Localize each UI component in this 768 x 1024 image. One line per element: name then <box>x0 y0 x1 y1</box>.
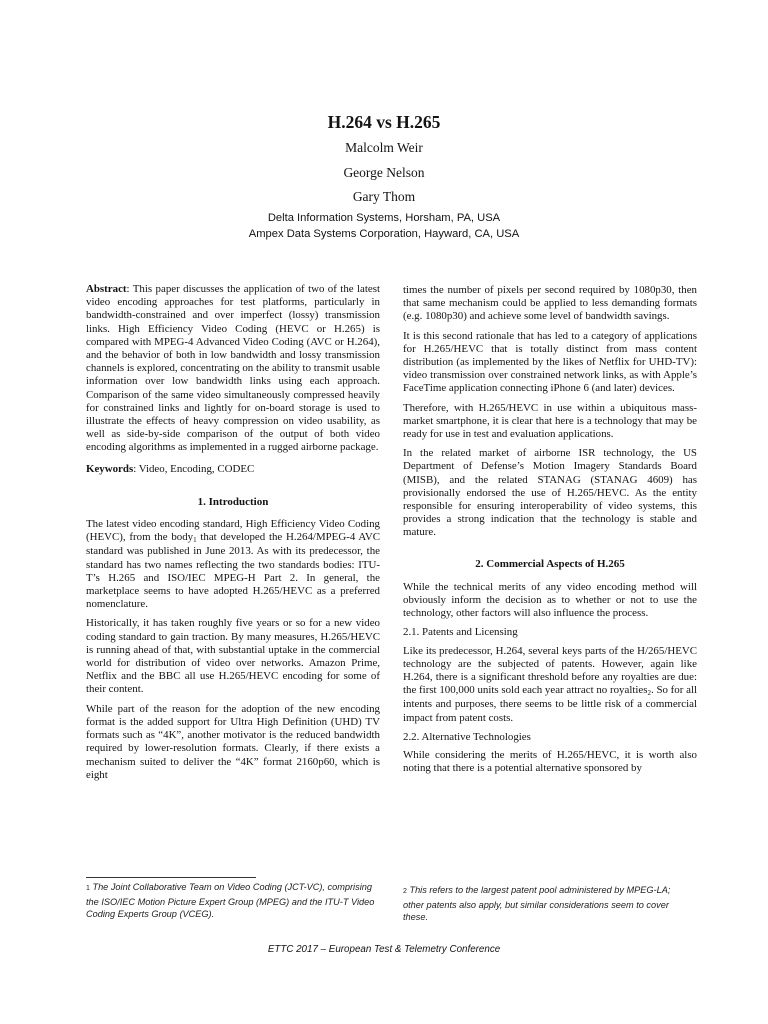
paragraph: It is this second rationale that has led to a category of applications for H.265/HEVC that is totally distinct from mass content distribution (as implemented by the likes of Netflix for UHD-TV): video transmission over constrained network links, as with Apple’s FaceTime application connecting iPhone 6 (and later) devices. <box>403 329 697 395</box>
paragraph: While part of the reason for the adoption of the new encoding format is the added support for Ultra High Definition (UHD) TV formats such as “4K”, another motivator is the reduced bandwidth required by lower-resolution formats. Clearly, if there exists a mechanism suited to deliver the “4K” format 2160p60, which is eight <box>86 702 380 781</box>
paragraph-text: The latest video encoding standard, High Efficiency Video Coding (HEVC), from the body <box>86 518 380 544</box>
footnote-text: The Joint Collaborative Team on Video Coding (JCT-VC), comprising the ISO/IEC Motion Picture Expert Group (MPEG) and the ITU-T Video Coding Experts Group (VCEG). <box>86 882 375 919</box>
paragraph: Historically, it has taken roughly five years or so for a new video coding standard to gain traction. By many measures, H.265/HEVC is running ahead of that, with substantial uptake in the commercial world for distribution of video over networks. Amazon Prime, Netflix and the BBC all use H.265/HEVC encoding for some of their content. <box>86 617 380 696</box>
footnote-mark: 1 <box>86 885 90 892</box>
author-name: George Nelson <box>343 165 425 180</box>
footnote-ref[interactable]: 2 <box>647 689 651 698</box>
paper-title: H.264 vs H.265 <box>327 112 441 132</box>
right-column <box>403 284 697 782</box>
paragraph: In the related market of airborne ISR technology, the US Department of Defense’s Motion Imagery Standards Board (MISB), and the related STANAG (STANAG 4609) has provisionally endorsed the use of H.265/HEVC. As the entity responsible for ensuring interoperability of video systems, this provides a strong indication that the technology is stable and mature. <box>403 447 697 539</box>
paragraph-text: that developed the H.264/MPEG-4 AVC standard was published in June 2013. As with its predecessor, the standard has two names reflecting the two standards bodies: ITU-T’s H.265 and ISO/IEC MPEG-H Part 2. In general, the marketplace seems to have adopted H.265/HEVC as a preferred nomenclature. <box>86 531 381 611</box>
author-name: Gary Thom <box>352 189 416 204</box>
affiliation: Ampex Data Systems Corporation, Hayward, CA, USA <box>248 228 520 240</box>
section-heading: 2. Commercial Aspects of H.265 <box>475 557 625 570</box>
abstract-label: Abstract <box>86 283 127 295</box>
paragraph <box>403 645 697 725</box>
page-footer: ETTC 2017 – European Test & Telemetry Conference <box>267 944 501 955</box>
paragraph-text: . So for all intents and purposes, there seems to be little risk of a commercial impact from patent costs. <box>403 684 697 724</box>
left-column <box>86 283 380 788</box>
section-heading: 1. Introduction <box>197 495 269 508</box>
subsection-heading: 2.2. Alternative Technologies <box>403 730 531 743</box>
paragraph: While the technical merits of any video encoding method will obviously inform the decision as to whether or not to use the technology, other factors will also influence the process. <box>403 580 697 620</box>
footnote-ref[interactable]: 1 <box>193 536 197 545</box>
footnote-mark: 2 <box>403 888 407 895</box>
author-name: Malcolm Weir <box>345 140 423 155</box>
footnote-text: This refers to the largest patent pool administered by MPEG-LA; other patents also apply, but similar considerations seem to cover these. <box>403 885 671 922</box>
affiliation: Delta Information Systems, Horsham, PA, USA <box>267 212 501 224</box>
keywords <box>86 463 380 476</box>
keywords-text: : Video, Encoding, CODEC <box>133 462 255 475</box>
paragraph: times the number of pixels per second required by 1080p30, then that same mechanism could be applied to less demanding formats (e.g. 1080p30) and achieve some level of bandwidth savings. <box>403 284 697 323</box>
abstract-text: : This paper discusses the application of two of the latest video encoding approaches for test platforms, particularly in bandwidth-constrained and over imperfect (lossy) transmission links. High Efficiency Video Coding (HEVC or H.265) is compared with MPEG-4 Advanced Video Coding (AVC or H.264), and the behavior of both in low bandwidth and lossy transmission channels is explored, concentrating on the ability to transmit usable information over low bandwidth links using each approach. Comparison of the same video simultaneously compressed heavily for constrained links and lightly for on-board storage is used to illustrate the effects of heavy compression on video usability, as well as side-by-side comparison of the output of both video encoding algorithms as implemented in a rugged airborne package. <box>86 283 380 454</box>
paragraph-text: Like its predecessor, H.264, several keys parts of the H/265/HEVC technology are the subjected of patents. However, again like H.264, there is a significant threshold before any royalties are due: the first 100,000 units sold each year attract no royalties <box>403 644 697 697</box>
footnote <box>403 884 693 924</box>
paragraph: Therefore, with H.265/HEVC in use within a ubiquitous mass-market smartphone, it is clear that here is a technology that may be ready for use in test and evaluation applications. <box>403 401 697 441</box>
paragraph <box>86 518 380 611</box>
abstract <box>86 283 380 455</box>
subsection-heading: 2.1. Patents and Licensing <box>403 626 518 639</box>
footnote <box>86 881 376 921</box>
footnote-divider <box>86 877 256 878</box>
paragraph: While considering the merits of H.265/HEVC, it is worth also noting that there is a potential alternative sponsored by <box>403 749 697 775</box>
keywords-label: Keywords <box>86 462 134 475</box>
